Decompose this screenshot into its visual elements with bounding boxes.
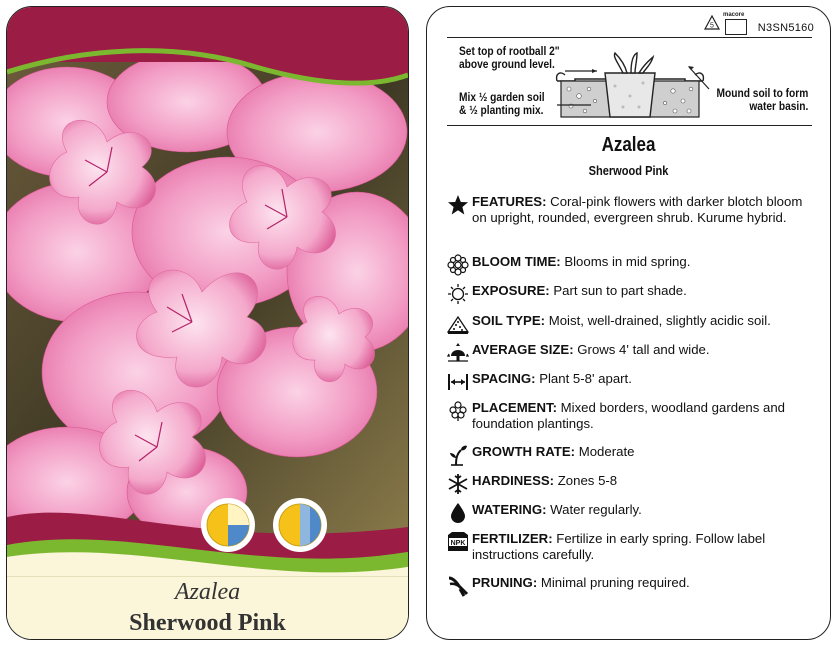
sun-icon [447,283,469,305]
front-cultivar-name: Sherwood Pink [129,610,286,636]
azalea-photo [7,62,408,542]
front-genus-name: Azalea [174,579,241,605]
feature-label: PRUNING [472,575,533,590]
recycle-brand: macore [723,12,745,18]
top-divider [447,37,812,38]
feature-text: Part sun to part shade. [553,283,687,298]
feature-label: HARDINESS [472,473,550,488]
size-icon [447,342,469,364]
feature-label: AVERAGE SIZE [472,342,570,357]
feature-text: Blooms in mid spring. [564,254,691,269]
feature-text: Moist, well-drained, slightly acidic soil. [548,313,771,328]
feature-label: BLOOM TIME [472,254,557,269]
growth-icon [447,444,469,466]
water-drop-icon [447,502,469,524]
diagram-right-label [708,87,808,113]
recycle-number: 5 [710,22,714,30]
feature-text: Grows 4' tall and wide. [577,342,710,357]
feature-label: EXPOSURE [472,283,546,298]
feature-text: Water regularly. [550,502,642,517]
plant-tag-back: 5 macore N3SN5160 Set top of rootball 2" above ground level. Mix ½ garden soil & ½ planting mix. Mound soil to form water basin. Azalea Sherwood Pink FEATURES: Coral-pink flowers with darker blotch bloom on upright, rounded, evergreen shrub. Kurume hybrid. BLOOM TIME: Blooms in mid spring. EXPOSURE: Part sun to part shade. SOIL TYPE: Moist, well-drained, slightly acidic soil. AVERAGE SIZE: Grows 4' tall and wide. SPACING: Plant 5-8' apart. PLACEMENT: Mixed borders, woodland gardens and foundation plantings. GROWTH RATE: Moderate HARDINESS: Zones 5-8 WATERING: Water regularly. NPK FERTILIZER: Fertilize in early spring. Follow label instructions carefully. PRUNING: Minimal pruning required. [426,6,831,640]
diagram-divider [447,125,812,126]
star-icon [447,194,469,216]
product-code: N3SN5160 [757,22,814,34]
feature-text: Mixed borders, woodland gardens and foundation plantings. [472,400,786,431]
recycle-icon [704,15,720,31]
diagram-left-label-line1: Mix ½ garden soil [459,91,545,104]
diagram-right-label-line2: water basin. [749,100,809,113]
azalea-flowers-image [7,62,408,542]
back-subtitle: Sherwood Pink [588,163,669,178]
feature-text: Coral-pink flowers with darker blotch bloom on upright, rounded, evergreen shrub. Kurume hybrid. [472,194,803,225]
part-shade-icon [275,500,325,550]
npk-icon [447,531,469,553]
diagram-left-label-line2: & ½ planting mix. [459,104,544,117]
feature-label: GROWTH RATE [472,444,571,459]
feature-text: Minimal pruning required. [540,575,690,590]
feature-label: SPACING [472,371,532,386]
feature-text: Plant 5-8' apart. [539,371,632,386]
snowflake-icon [447,473,469,495]
feature-text: Zones 5-8 [557,473,618,488]
back-title: Azalea [601,134,656,156]
diagram-top-label-line2: above ground level. [459,58,555,71]
feature-label: SOIL TYPE [472,313,541,328]
diagram-top-label-line1: Set top of rootball 2" [459,45,560,58]
feature-label: FERTILIZER [472,531,549,546]
svg-text:NPK: NPK [450,540,466,547]
placement-icon [447,400,469,422]
feature-label: PLACEMENT [472,400,553,415]
pruners-icon [447,575,469,597]
feature-label: WATERING [472,502,543,517]
flower-icon [447,254,469,276]
feature-text: Fertilize in early spring. Follow label instructions carefully. [472,531,766,562]
feature-label: FEATURES [472,194,543,209]
diagram-right-label-line1: Mound soil to form [716,87,809,100]
plant-tag-front [6,6,409,640]
recycle-brand-box [725,19,747,35]
diagram-top-label [459,45,560,71]
soil-icon [447,313,469,335]
top-wave [7,47,408,97]
diagram-left-label [459,91,545,117]
spacing-icon [447,371,469,393]
part-sun-icon [203,500,253,550]
feature-text: Moderate [578,444,635,459]
